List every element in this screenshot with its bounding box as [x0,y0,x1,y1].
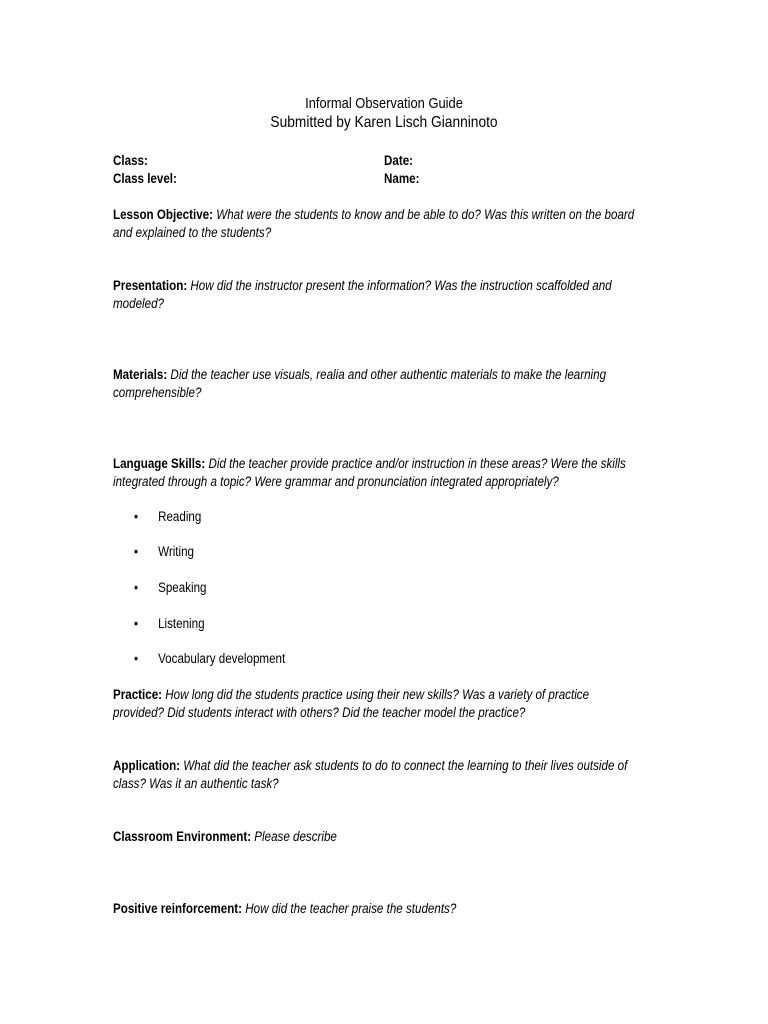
section-positive-reinforcement [113,900,638,918]
section-practice [113,686,638,722]
list-item-listening [134,615,205,633]
section-question: How did the instructor present the information? Was the instruction scaffolded and modeled? [113,278,612,311]
name-field-label: Name: [384,171,420,186]
bullet-marker: • [134,544,139,559]
date-field-label: Date: [384,153,414,168]
document-subtitle: Submitted by Karen Lisch Gianninoto [270,114,498,131]
section-presentation [113,277,638,313]
class-field-label: Class: [113,153,148,168]
section-question: What did the teacher ask students to do to connect the learning to their lives outside of class? Was it an authentic task? [113,758,628,791]
bullet-marker: • [134,580,139,595]
section-label: Materials: [113,367,168,382]
section-question: Did the teacher provide practice and/or instruction in these areas? Were the skills integrated through a topic? Were grammar and pronunciation integrated appropriately? [113,456,626,489]
section-question: Please describe [251,829,337,844]
skill-label: Listening [158,616,205,631]
bullet-marker: • [134,651,139,666]
section-label: Language Skills: [113,456,206,471]
section-question: How did the teacher praise the students? [242,901,457,916]
section-label: Lesson Objective: [113,207,214,222]
section-label: Application: [113,758,181,773]
document-title: Informal Observation Guide [305,95,463,112]
list-item-reading [134,508,201,526]
section-language-skills [113,455,638,491]
section-label: Positive reinforcement: [113,901,243,916]
skill-label: Speaking [158,580,207,595]
skill-label: Reading [158,509,202,524]
section-question: Did the teacher use visuals, realia and other authentic materials to make the learning comprehensible? [113,367,607,400]
section-question: How long did the students practice using their new skills? Was a variety of practice provided? Did students interact with others? Did the teacher model the practice? [113,687,590,720]
skill-label: Vocabulary development [158,651,286,666]
class-level-field-label: Class level: [113,171,177,186]
bullet-marker: • [134,616,139,631]
section-application [113,757,638,793]
list-item-writing [134,543,194,561]
section-label: Practice: [113,687,163,702]
skill-label: Writing [158,544,194,559]
bullet-marker: • [134,509,139,524]
section-classroom-environment [113,828,638,846]
list-item-speaking [134,579,206,597]
section-label: Presentation: [113,278,188,293]
section-materials [113,366,638,402]
section-label: Classroom Environment: [113,829,252,844]
list-item-vocabulary [134,650,285,668]
section-lesson-objective [113,206,638,242]
section-question: What were the students to know and be able to do? Was this written on the board and explained to the students? [113,207,635,240]
